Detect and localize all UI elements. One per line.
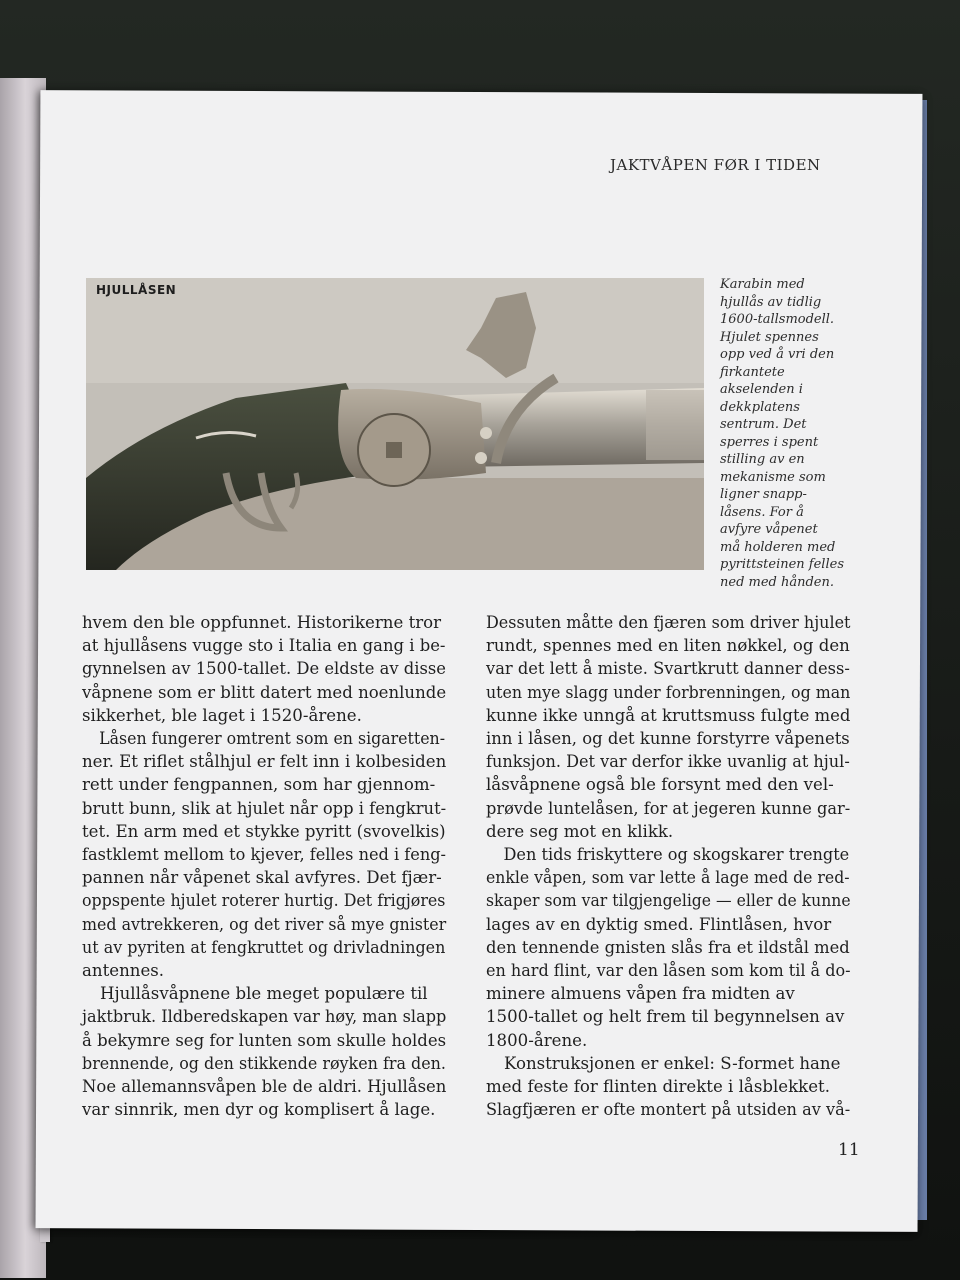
text-line: å bekymre seg for lunten som skulle holdes: [82, 1030, 447, 1050]
caption-line: sentrum. Det: [720, 417, 807, 432]
text-line: fastklemt mellom to kjever, felles ned i feng-: [82, 845, 447, 865]
text-line: med avtrekkeren, og det river så mye gnister: [82, 914, 447, 934]
text-line: tet. En arm med et stykke pyritt (svovelkis): [82, 821, 446, 841]
caption-line: opp ved å vri den: [720, 347, 835, 362]
text-line: 1500-tallet og helt frem til begynnelsen av: [486, 1007, 845, 1027]
text-line: var sinnrik, men dyr og komplisert å lage.: [82, 1100, 436, 1120]
text-line: lages av en dyktig smed. Flintlåsen, hvor: [486, 914, 832, 934]
text-line: ut av pyriten at fengkruttet og drivladningen: [82, 937, 446, 957]
text-line: kunne ikke unngå at kruttsmuss fulgte med: [486, 705, 851, 725]
caption-line: låsens. For å: [720, 504, 804, 520]
text-line: minere almuens våpen fra midten av: [486, 984, 795, 1004]
text-line: dere seg mot en klikk.: [486, 821, 674, 841]
text-line: låsvåpnene også ble forsynt med den vel-: [486, 775, 834, 795]
text-line: våpnene som er blitt datert med noenlunde: [82, 682, 447, 702]
text-line: en hard flint, var den låsen som kom til å do-: [486, 961, 851, 981]
text-line: Hjullåsvåpnene ble meget populære til: [100, 984, 428, 1004]
text-line: jaktbruk. Ildberedskapen var høy, man slapp: [82, 1007, 447, 1027]
text-column-right: [486, 611, 850, 1121]
text-line: 1800-årene.: [486, 1030, 588, 1050]
text-line: Låsen fungerer omtrent som en sigaretten-: [99, 729, 446, 749]
text-line: gynnelsen av 1500-tallet. De eldste av disse: [82, 659, 446, 679]
text-line: oppspente hjulet roterer hurtig. Det frigjøres: [82, 891, 446, 911]
text-line: hvem den ble oppfunnet. Historikerne tror: [82, 613, 442, 632]
text-line: Den tids friskyttere og skogskarer trengte: [503, 845, 850, 865]
caption-line: pyrittsteinen felles: [720, 557, 844, 572]
caption-line: dekkplatens: [720, 399, 800, 415]
wheellock-photo: [86, 278, 704, 570]
caption-line: ligner snapp-: [720, 487, 807, 502]
figure-label: HJULLÅSEN: [96, 283, 177, 297]
text-line: antennes.: [82, 961, 165, 981]
text-line: pannen når våpenet skal avfyres. Det fjær-: [82, 868, 442, 888]
text-line: prøvde luntelåsen, for at jegeren kunne gar-: [486, 798, 851, 818]
text-line: funksjon. Det var derfor ikke uvanlig at hjul-: [486, 752, 850, 772]
text-line: at hjullåsens vugge sto i Italia en gang i be-: [82, 636, 446, 656]
text-line: inn i låsen, og det kunne forstyrre våpenets: [486, 729, 850, 749]
text-line: Noe allemannsvåpen ble de aldri. Hjullåsen: [82, 1077, 447, 1097]
caption-line: må holderen med: [720, 539, 836, 555]
caption-line: sperres i spent: [720, 434, 819, 450]
caption-line: mekanisme som: [720, 469, 826, 485]
text-line: ner. Et riflet stålhjul er felt inn i kolbesiden: [82, 752, 447, 772]
text-line: skaper som var tilgjengelige — eller de kunne: [486, 891, 851, 911]
caption-line: hjullås av tidlig: [720, 294, 822, 310]
text-line: den tennende gnisten slås fra et ildstål med: [486, 937, 850, 957]
text-line: enkle våpen, som var lette å lage med de red-: [486, 868, 850, 888]
text-line: brennende, og den stikkende røyken fra den.: [82, 1053, 446, 1073]
text-line: med feste for flinten direkte i låsblekket.: [486, 1077, 830, 1097]
caption-line: firkantete: [720, 364, 785, 380]
text-line: rett under fengpannen, som har gjennom-: [82, 775, 436, 795]
caption-line: Karabin med: [720, 277, 805, 292]
caption-line: Hjulet spennes: [720, 329, 819, 345]
caption-line: avfyre våpenet: [720, 522, 818, 537]
caption-line: 1600-tallsmodell.: [720, 312, 835, 327]
text-line: Konstruksjonen er enkel: S-formet hane: [504, 1053, 841, 1073]
text-line: sikkerhet, ble laget i 1520-årene.: [82, 705, 362, 725]
text-line: uten mye slagg under forbrenningen, og man: [486, 682, 851, 702]
text-line: Dessuten måtte den fjæren som driver hjulet: [486, 613, 851, 632]
running-head: JAKTVÅPEN FØR I TIDEN: [610, 156, 821, 174]
text-line: brutt bunn, slik at hjulet når opp i fengkrut-: [82, 798, 447, 818]
figure-caption: [720, 276, 850, 591]
caption-line: ned med hånden.: [720, 574, 835, 590]
wheellock-rifle-image: [86, 278, 704, 570]
text-column-left: [82, 611, 446, 1121]
text-line: Slagfjæren er ofte montert på utsiden av vå-: [486, 1100, 851, 1120]
caption-line: akselenden i: [720, 382, 803, 397]
caption-line: stilling av en: [720, 452, 805, 467]
page-number: 11: [838, 1140, 860, 1160]
text-line: var det lett å miste. Svartkrutt danner dess-: [486, 659, 850, 679]
text-line: rundt, spennes med en liten nøkkel, og den: [486, 636, 850, 656]
